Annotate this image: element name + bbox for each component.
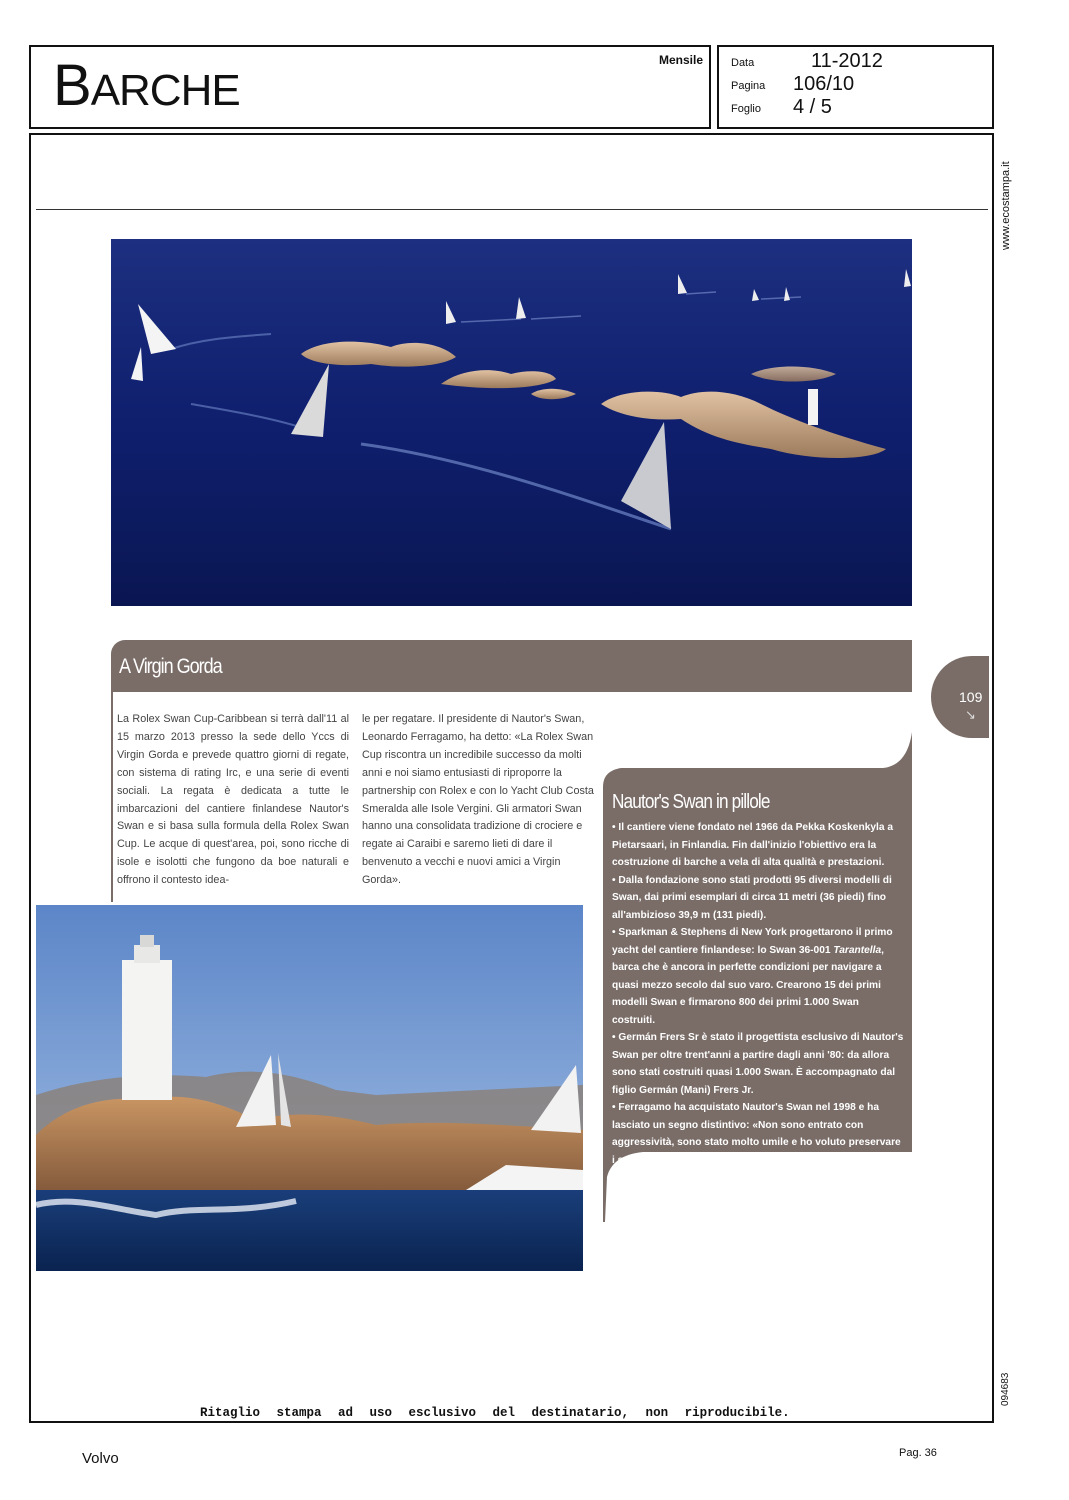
- page-number: 109: [959, 689, 983, 705]
- sidebar-box: [603, 692, 912, 1222]
- sidebar-bullets: [612, 819, 904, 1187]
- page-label: Pagina: [731, 80, 766, 92]
- sidebar-bullet: • Germán Frers Sr è stato il progettista esclusivo di Nautor's Swan per oltre trent'anni a partire dagli anni '80: da allora sono stati costruiti quasi 1.000 Swan. È accompagnato dal figlio Germán (Mani) Frers Jr.: [612, 1032, 904, 1096]
- magazine-logo: BARCHE: [53, 53, 240, 118]
- sheet-value: 4 / 5: [793, 96, 832, 118]
- banner-rule: [111, 692, 113, 902]
- date-row: [731, 50, 883, 72]
- sidebar-title: Nautor's Swan in pillole: [612, 791, 770, 813]
- lighthouse-photo: [36, 905, 583, 1271]
- section-banner: [111, 640, 912, 692]
- page-footer-number: Pag. 36: [899, 1447, 937, 1459]
- copyright-notice: Ritaglio stampa ad uso esclusivo del destinatario, non riproducibile.: [200, 1406, 790, 1420]
- sidebar-bullet: • Ferragamo ha acquistato Nautor's Swan nel 1998 e ha lasciato un segno distintivo: «Non sono entrato con aggressività, sono stato molto umile e ho voluto preservare i suoi valori, al contempo spingendo avanti in modo graduale».: [612, 1102, 901, 1183]
- frequency-label: Mensile: [658, 53, 703, 67]
- side-code: 094683: [1000, 1372, 1011, 1406]
- page-row: [731, 73, 855, 95]
- advertiser-label: Volvo: [82, 1450, 119, 1467]
- side-url: www.ecostampa.it: [1000, 161, 1012, 250]
- section-title: A Virgin Gorda: [119, 655, 222, 678]
- arrow-icon: ↘: [965, 707, 976, 722]
- date-value: 11-2012: [811, 50, 883, 72]
- date-label: Data: [731, 57, 755, 69]
- page-value: 106/10: [793, 73, 855, 95]
- sidebar-bullet: • Il cantiere viene fondato nel 1966 da Pekka Koskenkyla a Pietarsaari, in Finlandia. Fin dall'inizio l'obiettivo era la costruzione di barche a vela di alta qualità e prestazioni.: [612, 822, 894, 868]
- article-column-1: La Rolex Swan Cup-Caribbean si terrà dall'11 al 15 marzo 2013 presso la sede dello Yccs di Virgin Gorda e prevede quattro giorni di regate, con sistema di rating Irc, e una serie di eventi sociali. La regata è dedicata a tutte le imbarcazioni del cantiere finlandese Nautor's Swan e si basa sulla formula della Rolex Swan Cup. Le acque di quest'area, poi, sono ricche di isole e isolotti che fungono da boe naturali e offrono il contesto idea-: [117, 713, 349, 887]
- sheet-row: [731, 96, 832, 118]
- sidebar-bullet: • Dalla fondazione sono stati prodotti 95 diversi modelli di Swan, dai primi esemplari di circa 11 metri (36 piedi) fino all'ambizioso 39,9 m (131 piedi).: [612, 874, 892, 921]
- article-column-2: le per regatare. Il presidente di Nautor's Swan, Leonardo Ferragamo, ha detto: «La Rolex Swan Cup riscontra un incredibile successo da molti anni e noi siamo entusiasti di riproporre la partnership con Rolex e con lo Yacht Club Costa Smeralda alle Isole Vergini. Gli armatori Swan hanno una consolidata tradizione di crociere e regate ai Caraibi e saremo lieti di dare il benvenuto a vecchi e nuovi amici a Virgin Gorda».: [362, 713, 594, 887]
- regatta-aerial-photo: [111, 239, 912, 606]
- masthead-meta: [717, 45, 994, 129]
- sheet-label: Foglio: [731, 103, 761, 115]
- divider: [36, 209, 988, 210]
- sidebar-bullet: • Sparkman & Stephens di New York progettarono il primo yacht del cantiere finlandese: lo Swan 36-001 Tarantella, barca che è ancora in perfette condizioni per navigare a quasi mezzo secolo dal suo varo. Crearono 15 dei primi modelli Swan e firmarono 800 dei primi 1.000 Swan costruiti.: [612, 927, 893, 1026]
- masthead-left: [29, 45, 711, 129]
